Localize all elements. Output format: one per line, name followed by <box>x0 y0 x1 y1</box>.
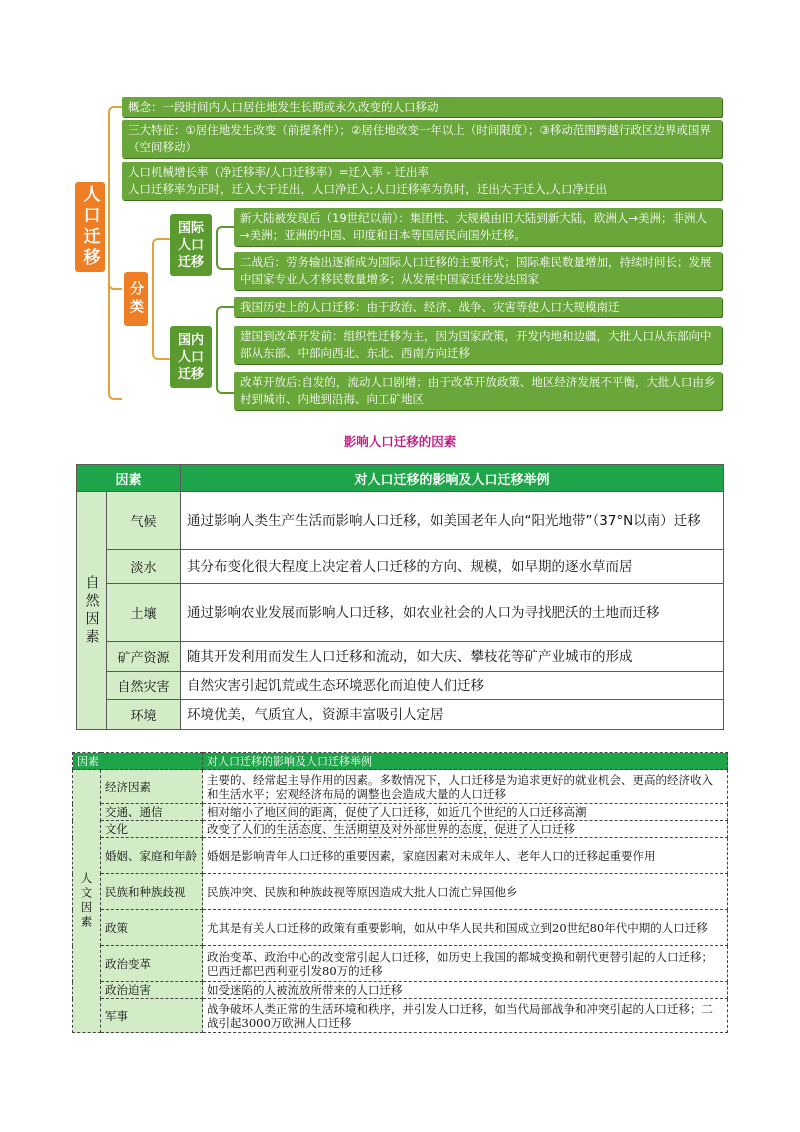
human-header <box>73 753 728 770</box>
dom-node <box>170 326 212 388</box>
table-row <box>77 550 724 584</box>
classify-bracket <box>152 238 170 360</box>
intl-node <box>170 214 212 276</box>
factor-cell: 军事 <box>101 999 203 1033</box>
factor-cell: 自然灾害 <box>107 672 181 700</box>
table-row <box>73 821 728 838</box>
factor-cell: 经济因素 <box>101 770 203 804</box>
human-factors-table <box>72 752 728 1033</box>
table-row <box>73 874 728 910</box>
desc-cell: 相对缩小了地区间的距离，促使了人口迁移，如近几个世纪的人口迁移高潮 <box>203 804 728 821</box>
table-row <box>77 672 724 700</box>
table-row <box>73 910 728 946</box>
desc-cell: 通过影响人类生产生活而影响人口迁移，如美国老年人向“阳光地带”（37°N以南）迁移 <box>181 492 724 550</box>
table-row <box>77 492 724 550</box>
table-row <box>73 770 728 804</box>
table-row <box>73 838 728 874</box>
table-row <box>77 700 724 730</box>
desc-cell: 改变了人们的生活态度、生活期望及对外部世界的态度，促进了人口迁移 <box>203 821 728 838</box>
dom-bracket <box>216 306 234 394</box>
factor-cell: 文化 <box>101 821 203 838</box>
desc-cell: 战争破坏人类正常的生活环境和秩序，并引发人口迁移，如当代局部战争和冲突引起的人口迁移；二战引起3000万欧洲人口迁移 <box>203 999 728 1033</box>
factor-cell: 政治变革 <box>101 946 203 982</box>
desc-cell: 尤其是有关人口迁移的政策有重要影响，如从中华人民共和国成立到20世纪80年代中期的人口迁移 <box>203 910 728 946</box>
root-node: 人口迁移 <box>75 182 105 272</box>
table-row <box>77 584 724 642</box>
growth-explain: 人口迁移率为正时，迁入大于迁出，人口净迁入;人口迁移率为负时，迁出大于迁入,人口净迁出 <box>128 181 608 196</box>
table-row <box>73 999 728 1033</box>
desc-cell: 随其开发利用而发生人口迁移和流动，如大庆、攀枝花等矿产业城市的形成 <box>181 642 724 672</box>
growth-formula: 人口机械增长率（净迁移率/人口迁移率）=迁入率 - 迁出率 <box>128 165 429 179</box>
desc-cell: 通过影响农业发展而影响人口迁移，如农业社会的人口为寻找肥沃的土地而迁移 <box>181 584 724 642</box>
factor-cell: 矿产资源 <box>107 642 181 672</box>
factor-cell: 民族和种族歧视 <box>101 874 203 910</box>
desc-cell: 如受迷陷的人被流放所带来的人口迁移 <box>203 982 728 999</box>
human-header-desc: 对人口迁移的影响及人口迁移举例 <box>203 753 728 770</box>
classify-node: 分类 <box>124 272 148 326</box>
factor-cell: 土壤 <box>107 584 181 642</box>
dom-item-2: 建国到改革开发前：组织性迁移为主，因为国家政策，开发内地和边疆，大批人口从东部向中部从东部、中部向西北、东北、西南方向迁移 <box>234 326 722 364</box>
desc-cell: 民族冲突、民族和种族歧视等原因造成大批人口流亡异国他乡 <box>203 874 728 910</box>
natural-group: 自然因素 <box>77 492 107 730</box>
human-header-factor: 因素 <box>73 753 203 770</box>
intl-item-1: 新大陆被发现后（19世纪以前）：集团性、大规模由旧大陆到新大陆，欧洲人→美洲；非洲人→美洲；亚洲的中国、印度和日本等国居民向国外迁移。 <box>234 208 722 246</box>
factor-cell: 婚姻、家庭和年龄 <box>101 838 203 874</box>
dom-item-1: 我国历史上的人口迁移：由于政治、经济、战争、灾害等使人口大规模南迁 <box>234 297 722 317</box>
growth-node <box>122 162 722 200</box>
desc-cell: 主要的、经常起主导作用的因素。多数情况下，人口迁移是为追求更好的就业机会、更高的经济收入和生活水平；宏观经济布局的调整也会造成大量的人口迁移 <box>203 770 728 804</box>
factor-cell: 环境 <box>107 700 181 730</box>
factor-cell: 淡水 <box>107 550 181 584</box>
table-row <box>73 804 728 821</box>
desc-cell: 婚姻是影响青年人口迁移的重要因素，家庭因素对未成年人、老年人口的迁移起重要作用 <box>203 838 728 874</box>
factor-cell: 交通、通信 <box>101 804 203 821</box>
factor-cell: 政策 <box>101 910 203 946</box>
desc-cell: 政治变革、政治中心的改变常引起人口迁移，如历史上我国的都城变换和朝代更替引起的人口迁移；巴西迁都巴西利亚引发80万的迁移 <box>203 946 728 982</box>
desc-cell: 其分布变化很大程度上决定着人口迁移的方向、规模，如早期的逐水草而居 <box>181 550 724 584</box>
factor-cell: 政治迫害 <box>101 982 203 999</box>
table-row <box>73 946 728 982</box>
table-row <box>77 642 724 672</box>
human-group: 人文因素 <box>73 770 101 1033</box>
dom-item-3: 改革开放后:自发的，流动人口剧增；由于改革开放政策、地区经济发展不平衡，大批人口由乡村到城市、内地到沿海、向工矿地区 <box>234 372 722 410</box>
table-row <box>73 982 728 999</box>
desc-cell: 自然灾害引起饥荒或生态环境恶化而迫使人们迁移 <box>181 672 724 700</box>
intl-item-2: 二战后：劳务输出逐渐成为国际人口迁移的主要形式；国际难民数量增加，持续时间长；发展中国家专业人才移民数量增多；从发展中国家迁往发达国家 <box>234 252 722 290</box>
natural-factors-table <box>76 464 724 730</box>
desc-cell: 环境优美，气质宜人，资源丰富吸引人定居 <box>181 700 724 730</box>
factor-cell: 气候 <box>107 492 181 550</box>
section-title: 影响人口迁移的因素 <box>343 434 457 449</box>
natural-header-desc: 对人口迁移的影响及人口迁移举例 <box>181 465 724 492</box>
natural-header-factor: 因素 <box>77 465 181 492</box>
root-bracket-low <box>108 190 122 400</box>
intl-bracket <box>216 226 234 270</box>
features-node: 三大特征：①居住地发生改变（前提条件）；②居住地改变一年以上（时间限度）；③移动范围跨越行政区边界或国界（空间移动） <box>122 120 722 158</box>
intl-label: 国际人口迁移 <box>177 220 204 270</box>
concept-node: 概念：一段时间内人口居住地发生长期或永久改变的人口移动 <box>122 97 722 117</box>
dom-label: 国内人口迁移 <box>177 332 204 382</box>
natural-header <box>77 465 724 492</box>
